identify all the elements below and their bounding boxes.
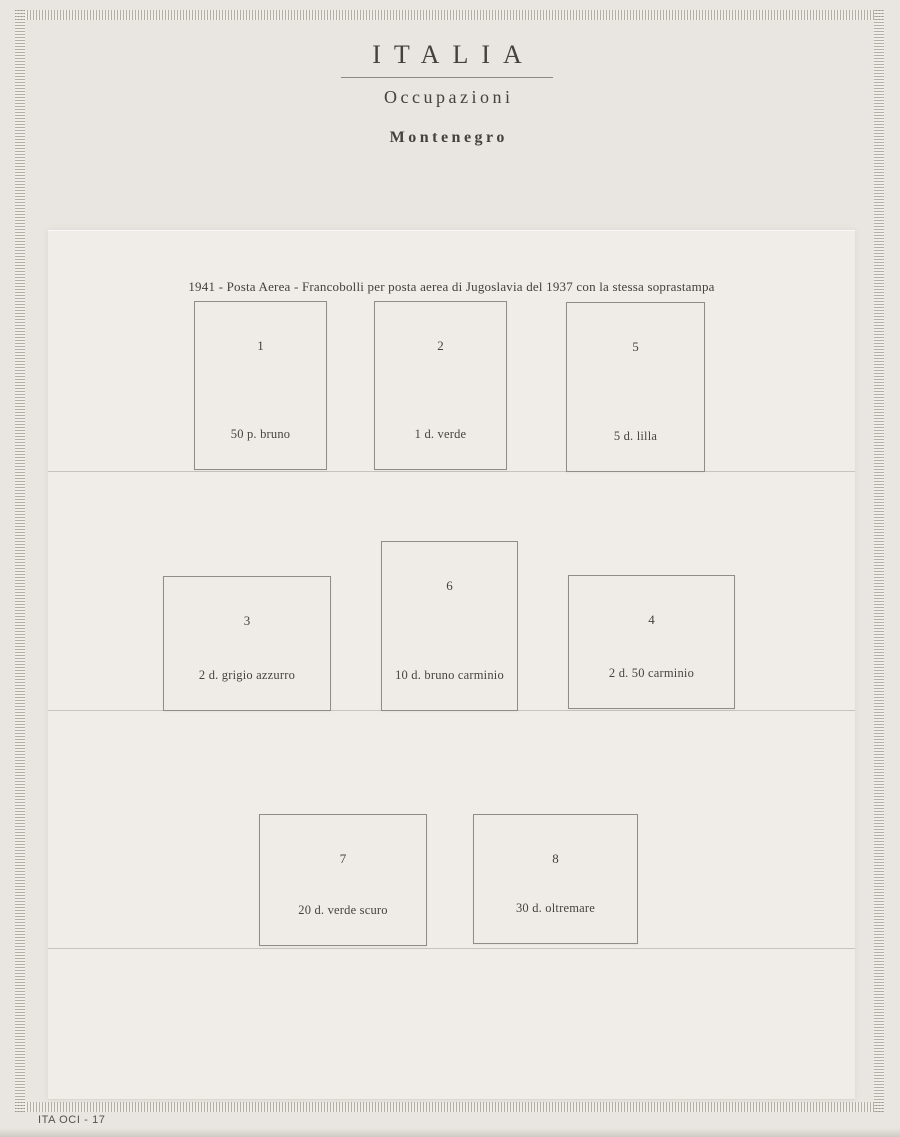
stamp-denomination: 10 d. bruno carminio (395, 668, 504, 682)
page-border-right (874, 10, 884, 1112)
stamp-box-1 (194, 301, 327, 470)
stamp-denomination: 5 d. lilla (613, 429, 658, 443)
scan-edge-shadow (0, 1128, 900, 1137)
stamp-number: 5 (632, 339, 639, 354)
stamp-box-8 (473, 814, 638, 944)
stamp-denomination: 1 d. verde (414, 427, 467, 441)
stamp-denomination: 30 d. oltremare (515, 901, 595, 915)
page-subtitle: Occupazioni (384, 87, 514, 107)
stamp-number: 6 (446, 578, 453, 593)
stamp-box-4 (568, 575, 735, 709)
stamp-box-5 (566, 302, 705, 472)
stamp-box-6 (381, 541, 518, 711)
stamp-box-3 (163, 576, 331, 711)
page-code: ITA OCI - 17 (38, 1114, 106, 1126)
title-rule (341, 77, 553, 78)
stamp-number: 7 (339, 851, 347, 866)
series-caption: 1941 - Posta Aerea - Francobolli per posta aerea di Jugoslavia del 1937 con la stessa soprastampa (188, 279, 715, 294)
stamp-number: 1 (257, 338, 264, 353)
stamp-number: 2 (437, 338, 444, 353)
stamp-box-2 (374, 301, 507, 470)
page-border-left (15, 10, 25, 1112)
mount-strip-edge-row1 (48, 471, 855, 472)
stamp-box-7 (259, 814, 427, 946)
stamp-number: 8 (552, 851, 559, 866)
stamp-denomination: 2 d. grigio azzurro (198, 668, 296, 682)
stamp-panel (48, 230, 855, 1100)
heading-block (0, 0, 894, 147)
page-title: ITALIA (372, 40, 535, 69)
stamp-denomination: 2 d. 50 carminio (608, 666, 695, 680)
page-border-bottom (15, 1102, 884, 1112)
page-region: Montenegro (389, 129, 508, 146)
mount-strip-edge-row3 (48, 948, 855, 949)
stamp-denomination: 50 p. bruno (230, 427, 291, 441)
stamp-number: 4 (648, 612, 655, 627)
stamp-denomination: 20 d. verde scuro (298, 903, 388, 917)
stamp-number: 3 (243, 613, 251, 628)
